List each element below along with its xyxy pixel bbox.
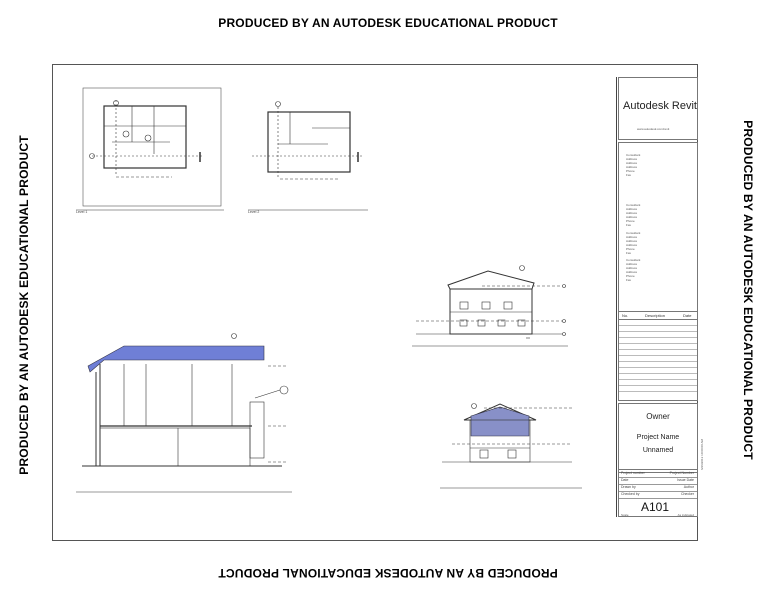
- consultant-fax: Fax: [626, 173, 632, 177]
- revision-row-line: [619, 349, 697, 350]
- watermark-bottom: PRODUCED BY AN AUTODESK EDUCATIONAL PRODUCT: [218, 566, 558, 580]
- consultant-phone: Phone: [626, 169, 635, 173]
- revision-table: [618, 311, 698, 401]
- consultant-group: [626, 231, 640, 255]
- consultant-label: Consultant: [626, 153, 641, 157]
- revision-row-line: [619, 355, 697, 356]
- consultant-label: Consultant: [626, 231, 641, 235]
- sheet-number: A101: [641, 500, 670, 514]
- consultant-phone: Phone: [626, 247, 635, 251]
- scale-label: Scale: [621, 513, 629, 517]
- consultant-group: [626, 258, 640, 282]
- consultant-address: Address: [626, 165, 638, 169]
- revision-row-line: [619, 391, 697, 392]
- consultant-address: Address: [626, 266, 638, 270]
- title-block-logo-panel: [618, 77, 698, 140]
- revision-row-line: [619, 361, 697, 362]
- project-info-panel: [618, 403, 698, 473]
- info-value: Issue Date: [677, 478, 694, 482]
- consultant-phone: Phone: [626, 274, 635, 278]
- consultant-label: Consultant: [626, 258, 641, 262]
- info-value: Project Number: [669, 471, 694, 475]
- revision-col-description: Description: [645, 313, 666, 318]
- revision-row-line: [619, 385, 697, 386]
- revision-row-line: [619, 325, 697, 326]
- revision-row-line: [619, 337, 697, 338]
- info-key: Drawn by: [621, 485, 636, 489]
- consultant-address: Address: [626, 243, 638, 247]
- project-name-value: Unnamed: [642, 447, 674, 454]
- revision-row-line: [619, 373, 697, 374]
- watermark-right: PRODUCED BY AN AUTODESK EDUCATIONAL PRODUCT: [741, 120, 755, 460]
- sheet-info-panel: [618, 469, 698, 517]
- svg-text:Level 2: Level 2: [248, 210, 260, 214]
- consultant-fax: Fax: [626, 278, 632, 282]
- owner-label: Owner: [646, 412, 670, 421]
- view-front-elevation: [416, 266, 566, 339]
- info-key: Checked by: [621, 492, 640, 496]
- autodesk-revit-logo: Autodesk Revit: [623, 100, 697, 112]
- consultant-phone: Phone: [626, 219, 635, 223]
- view-upper-floor-plan: [252, 102, 362, 180]
- info-value: Author: [683, 485, 694, 489]
- consultant-address: Address: [626, 235, 638, 239]
- date-stamp: 6/26/2013 10:00:00 AM: [700, 438, 704, 470]
- revision-row-line: [619, 367, 697, 368]
- revision-col-date: Date: [683, 313, 692, 318]
- info-key: Project number: [621, 471, 645, 475]
- info-key: Date: [621, 478, 629, 482]
- view-section: [82, 334, 288, 467]
- project-name-label: Project Name: [636, 434, 680, 441]
- consultant-fax: Fax: [626, 223, 632, 227]
- revision-table-header: [619, 312, 697, 320]
- title-block: [616, 77, 697, 517]
- info-value: Checker: [680, 492, 694, 496]
- consultant-address: Address: [626, 262, 638, 266]
- watermark-left: PRODUCED BY AN AUTODESK EDUCATIONAL PRODUCT: [17, 135, 31, 475]
- consultants-panel: [618, 142, 698, 312]
- view-ground-floor-plan: [83, 88, 221, 206]
- info-row-checked-by: [619, 491, 697, 499]
- view-side-elevation: [442, 404, 572, 463]
- svg-text:Level 1: Level 1: [76, 210, 88, 214]
- consultant-address: Address: [626, 211, 638, 215]
- scale-value: As indicated: [677, 513, 694, 517]
- logo-subnote: www.autodesk.com/revit: [637, 127, 670, 131]
- consultant-address: Address: [626, 215, 638, 219]
- consultant-address: Address: [626, 270, 638, 274]
- consultant-address: Address: [626, 239, 638, 243]
- revision-row-line: [619, 379, 697, 380]
- consultant-label: Consultant: [626, 203, 641, 207]
- revision-col-no: No.: [622, 313, 629, 318]
- consultant-fax: Fax: [626, 251, 632, 255]
- revision-row-line: [619, 343, 697, 344]
- drawing-views: [52, 64, 618, 541]
- consultant-group: [626, 153, 640, 177]
- consultant-group: [626, 203, 640, 227]
- revision-row-line: [619, 331, 697, 332]
- consultant-address: Address: [626, 157, 638, 161]
- consultant-address: Address: [626, 207, 638, 211]
- watermark-top: PRODUCED BY AN AUTODESK EDUCATIONAL PRODUCT: [218, 16, 558, 30]
- consultant-address: Address: [626, 161, 638, 165]
